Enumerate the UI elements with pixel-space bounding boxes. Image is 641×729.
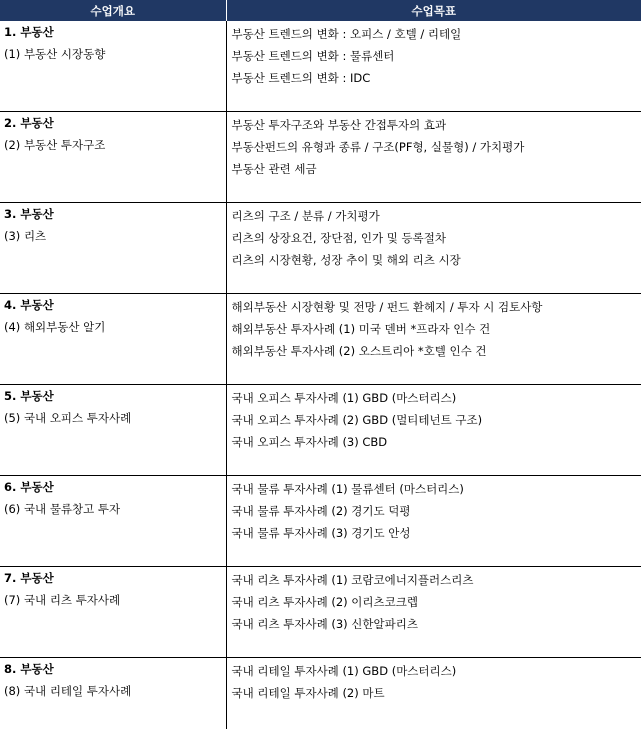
section-title: 7. 부동산 [4,570,226,586]
goal-item: 국내 리츠 투자사례 (1) 코람코에너지플러스리츠 [232,569,641,591]
table-row [0,294,641,385]
goal-item: 국내 오피스 투자사례 (3) CBD [232,431,641,453]
goal-item: 부동산 투자구조와 부동산 간접투자의 효과 [232,114,641,136]
goal-item: 부동산 관련 세금 [232,158,641,180]
overview-cell [0,112,226,203]
section-subtitle: (3) 리츠 [4,228,226,244]
table-row [0,112,641,203]
goal-item: 국내 물류 투자사례 (2) 경기도 덕평 [232,500,641,522]
table-header-row [0,0,641,21]
goal-item: 리츠의 시장현황, 성장 추이 및 해외 리츠 시장 [232,249,641,271]
goal-item: 부동산 트렌드의 변화 : IDC [232,67,641,89]
goal-item: 해외부동산 투자사례 (2) 오스트리아 *호텔 인수 건 [232,340,641,362]
goal-item: 해외부동산 시장현황 및 전망 / 펀드 환헤지 / 투자 시 검토사항 [232,296,641,318]
goals-cell [226,385,641,476]
table-row [0,21,641,112]
table-row [0,567,641,658]
goals-cell [226,658,641,729]
section-title: 5. 부동산 [4,388,226,404]
header-overview: 수업개요 [0,0,226,21]
goal-item: 국내 오피스 투자사례 (2) GBD (멀티테넌트 구조) [232,409,641,431]
section-subtitle: (2) 부동산 투자구조 [4,137,226,153]
goal-item: 부동산 트렌드의 변화 : 물류센터 [232,45,641,67]
section-subtitle: (7) 국내 리츠 투자사례 [4,592,226,608]
overview-cell [0,203,226,294]
table-row [0,385,641,476]
overview-cell [0,567,226,658]
goals-cell [226,476,641,567]
overview-cell [0,294,226,385]
overview-cell [0,476,226,567]
section-title: 1. 부동산 [4,24,226,40]
section-title: 2. 부동산 [4,115,226,131]
goals-cell [226,21,641,112]
goal-item: 국내 오피스 투자사례 (1) GBD (마스터리스) [232,387,641,409]
section-subtitle: (5) 국내 오피스 투자사례 [4,410,226,426]
section-title: 4. 부동산 [4,297,226,313]
table-row [0,658,641,729]
goal-item: 국내 리테일 투자사례 (1) GBD (마스터리스) [232,660,641,682]
goal-item: 국내 물류 투자사례 (1) 물류센터 (마스터리스) [232,478,641,500]
overview-cell [0,385,226,476]
section-title: 3. 부동산 [4,206,226,222]
header-goals: 수업목표 [226,0,641,21]
goal-item: 국내 리츠 투자사례 (2) 이리츠코크렙 [232,591,641,613]
overview-cell [0,21,226,112]
goal-item: 해외부동산 투자사례 (1) 미국 덴버 *프라자 인수 건 [232,318,641,340]
goal-item: 부동산펀드의 유형과 종류 / 구조(PF형, 실물형) / 가치평가 [232,136,641,158]
goal-item: 국내 물류 투자사례 (3) 경기도 안성 [232,522,641,544]
table-row [0,203,641,294]
section-subtitle: (4) 해외부동산 알기 [4,319,226,335]
goals-cell [226,203,641,294]
section-subtitle: (8) 국내 리테일 투자사례 [4,683,226,699]
goal-item: 리츠의 상장요건, 장단점, 인가 및 등록절차 [232,227,641,249]
goal-item: 부동산 트렌드의 변화 : 오피스 / 호텔 / 리테일 [232,23,641,45]
goals-cell [226,112,641,203]
goals-cell [226,567,641,658]
table-row [0,476,641,567]
section-title: 6. 부동산 [4,479,226,495]
goal-item: 국내 리테일 투자사례 (2) 마트 [232,682,641,704]
goal-item: 리츠의 구조 / 분류 / 가치평가 [232,205,641,227]
section-subtitle: (6) 국내 물류창고 투자 [4,501,226,517]
goals-cell [226,294,641,385]
section-title: 8. 부동산 [4,661,226,677]
goal-item: 국내 리츠 투자사례 (3) 신한알파리츠 [232,613,641,635]
overview-cell [0,658,226,729]
section-subtitle: (1) 부동산 시장동향 [4,46,226,62]
